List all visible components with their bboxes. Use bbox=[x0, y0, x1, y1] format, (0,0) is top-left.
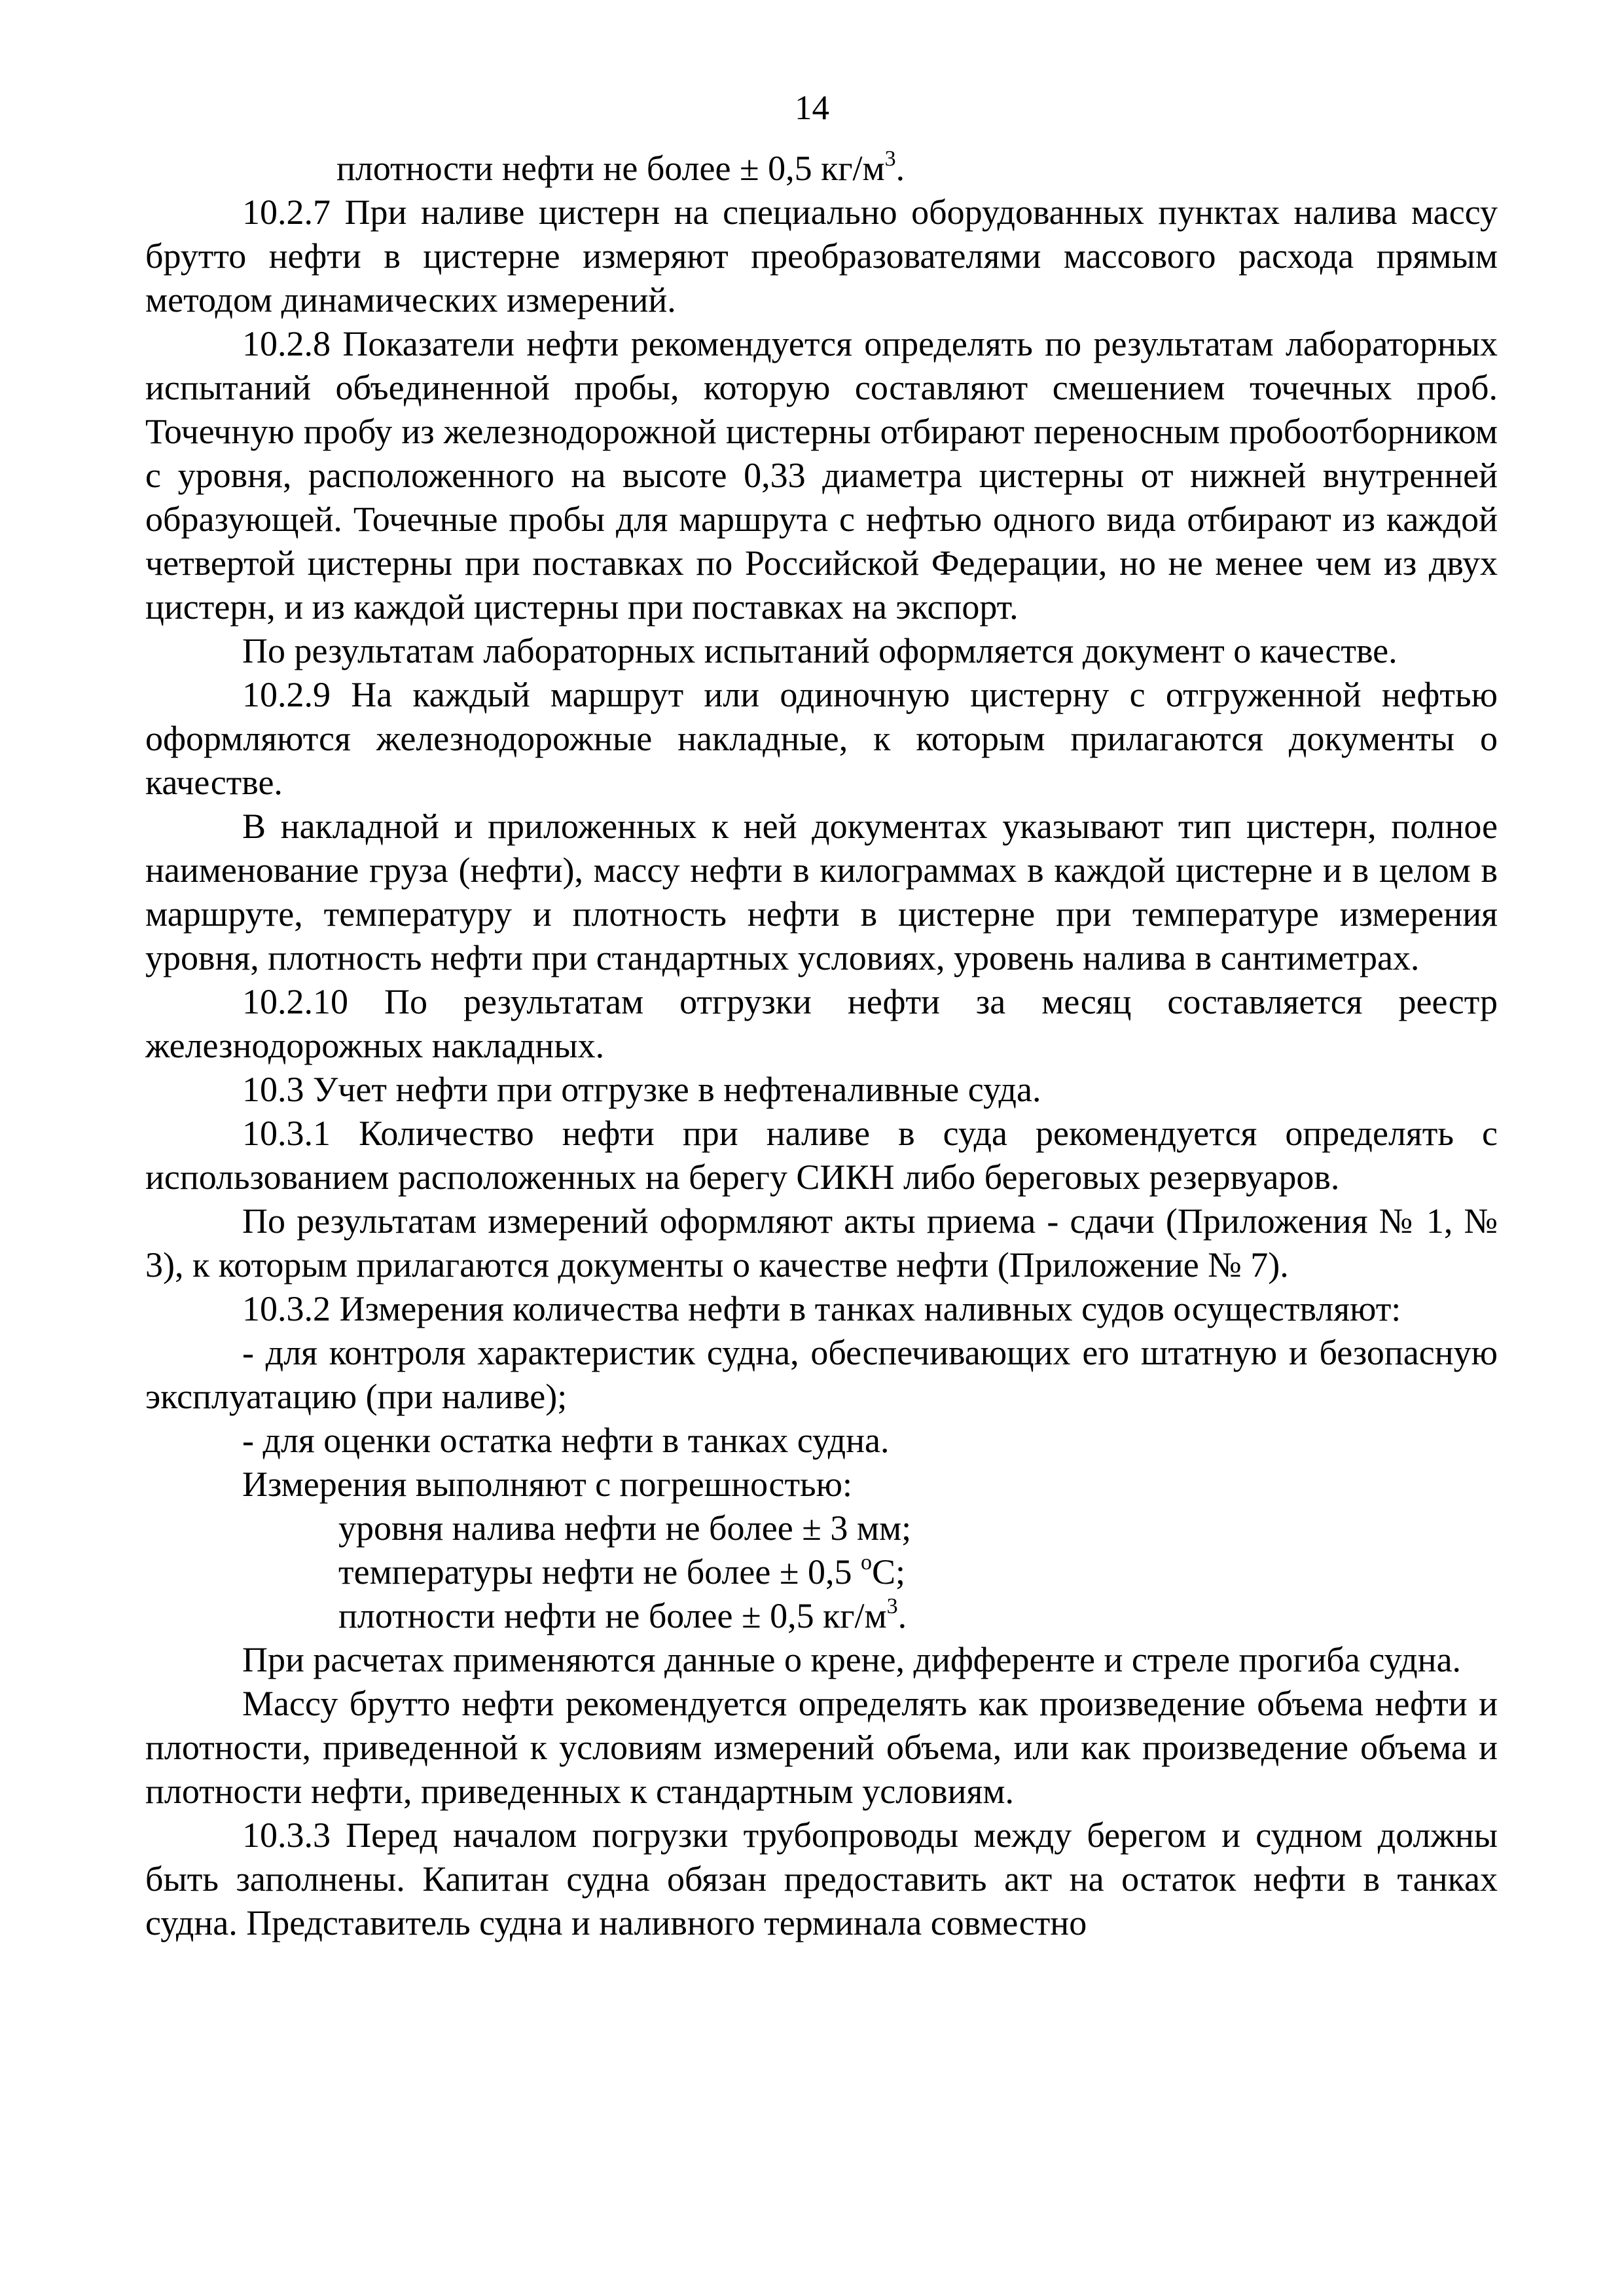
document-body bbox=[145, 147, 1498, 1945]
paragraph-roll-trim: При расчетах применяются данные о крене, дифференте и стреле прогиба судна. bbox=[242, 1640, 1462, 1679]
paragraph-quality-document: По результатам лабораторных испытаний оформляется документ о качестве. bbox=[242, 631, 1398, 670]
paragraph-10-3: 10.3 Учет нефти при отгрузке в нефтеналивные суда. bbox=[242, 1070, 1041, 1109]
paragraph-measurement-error: Измерения выполняют с погрешностью: bbox=[242, 1465, 853, 1504]
list-item-residue-estimate: - для оценки остатка нефти в танках судна. bbox=[242, 1421, 890, 1460]
paragraph-10-2-10: 10.2.10 По результатам отгрузки нефти за месяц составляется реестр железнодорожных накладных. bbox=[145, 982, 1498, 1065]
paragraph-10-3-1: 10.3.1 Количество нефти при наливе в суда рекомендуется определять с использованием расположенных на берегу СИКН либо береговых резервуаров. bbox=[145, 1114, 1498, 1197]
paragraph-waybill-contents: В накладной и приложенных к ней документах указывают тип цистерн, полное наименование груза (нефти), массу нефти в килограммах в каждой цистерне и в целом в маршруте, температуру и плотность нефти в цистерне при температуре измерения уровня, плотность нефти при стандартных условиях, уровень налива в сантиметрах. bbox=[145, 807, 1498, 977]
paragraph-gross-mass: Массу брутто нефти рекомендуется определять как произведение объема нефти и плотности, приведенной к условиям измерений объема, или как произведение объема и плотности нефти, приведенных к стандартным условиям. bbox=[145, 1684, 1498, 1811]
paragraph-10-3-2: 10.3.2 Измерения количества нефти в танках наливных судов осуществляют: bbox=[242, 1289, 1401, 1328]
top-line: плотности нефти не более ± 0,5 $кг/м^3$. bbox=[336, 147, 905, 188]
paragraph-10-3-3: 10.3.3 Перед началом погрузки трубопроводы между берегом и судном должны быть заполнены. Капитан судна обязан предоставить акт на остаток нефти в танках судна. Представитель судна и наливного терминала совместно bbox=[145, 1815, 1498, 1942]
paragraph-acceptance-acts: По результатам измерений оформляют акты приема - сдачи (Приложения № 1, № 3), к которым прилагаются документы о качестве нефти (Приложение № 7). bbox=[145, 1201, 1498, 1285]
tolerance-level: уровня налива нефти не более ± 3 мм; bbox=[338, 1508, 912, 1548]
paragraph-10-2-9: 10.2.9 На каждый маршрут или одиночную цистерну с отгруженной нефтью оформляются железнодорожные накладные, к которым прилагаются документы о качестве. bbox=[145, 675, 1498, 802]
paragraph-10-2-8: 10.2.8 Показатели нефти рекомендуется определять по результатам лабораторных испытаний объединенной пробы, которую составляют смешением точечных проб. Точечную пробу из железнодорожной цистерны отбирают переносным пробоотборником с уровня, расположенного на высоте 0,33 диаметра цистерны от нижней внутренней образующей. Точечные пробы для маршрута с нефтью одного вида отбирают из каждой четвертой цистерны при поставках по Российской Федерации, но не менее чем из двух цистерн, и из каждой цистерны при поставках на экспорт. bbox=[145, 324, 1498, 627]
tolerance-temperature: температуры нефти не более ± 0,5 $^о$С; bbox=[338, 1550, 906, 1592]
paragraph-10-2-7: 10.2.7 При наливе цистерн на специально оборудованных пунктах налива массу брутто нефти в цистерне измеряют преобразователями массового расхода прямым методом динамических измерений. bbox=[145, 192, 1498, 319]
page-number: 14 bbox=[795, 89, 829, 127]
list-item-vessel-control: - для контроля характеристик судна, обеспечивающих его штатную и безопасную эксплуатацию (при наливе); bbox=[145, 1333, 1498, 1416]
tolerance-density: плотности нефти не более ± 0,5 $кг/м^3$. bbox=[338, 1594, 907, 1635]
